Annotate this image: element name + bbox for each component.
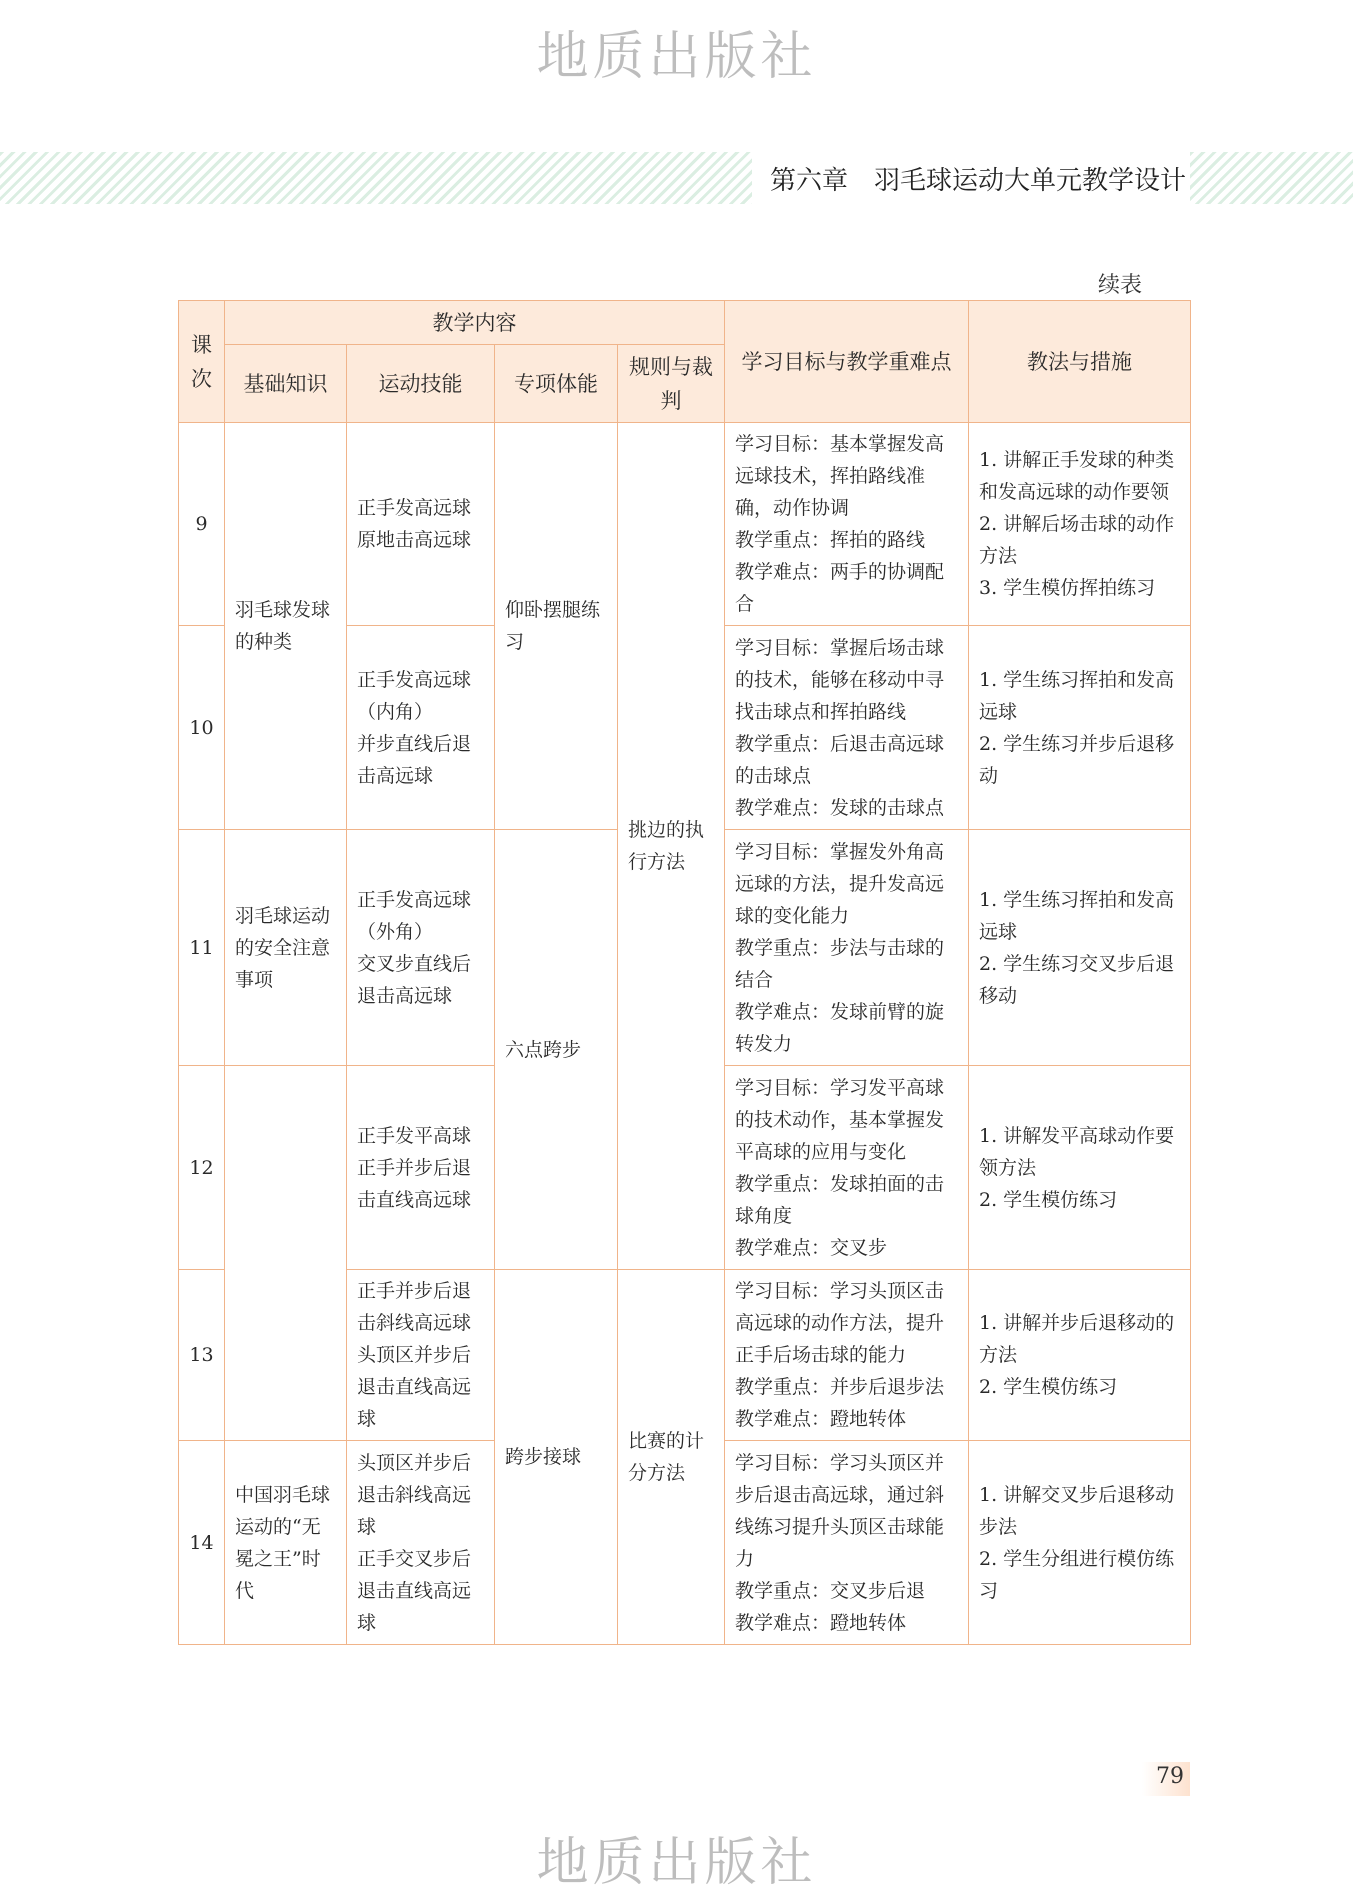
- table-row: [179, 423, 1191, 626]
- sport-skill-cell: 正手并步后退击斜线高远球 头顶区并步后退击直线高远球: [347, 1270, 495, 1441]
- header-basic-knowledge: 基础知识: [225, 345, 347, 423]
- goals-cell: 学习目标：基本掌握发高远球技术，挥拍路线准确，动作协调 教学重点：挥拍的路线 教学难点：两手的协调配合: [725, 423, 969, 626]
- sport-skill-cell: 正手发平高球 正手并步后退击直线高远球: [347, 1066, 495, 1270]
- methods-cell: 1. 讲解交叉步后退移动步法 2. 学生分组进行模仿练习: [969, 1441, 1191, 1645]
- chapter-number: 第六章: [770, 166, 849, 196]
- page-number: 79: [1156, 1764, 1184, 1789]
- goals-cell: 学习目标：掌握发外角高远球的方法，提升发高远球的变化能力 教学重点：步法与击球的结合 教学难点：发球前臂的旋转发力: [725, 830, 969, 1066]
- header-goals: 学习目标与教学重难点: [725, 301, 969, 423]
- goals-cell: 学习目标：掌握后场击球的技术，能够在移动中寻找击球点和挥拍路线 教学重点：后退击高远球的击球点 教学难点：发球的击球点: [725, 626, 969, 830]
- lesson-number: 10: [179, 626, 225, 830]
- methods-cell: 1. 学生练习挥拍和发高远球 2. 学生练习交叉步后退移动: [969, 830, 1191, 1066]
- goals-cell: 学习目标：学习头顶区并步后退击高远球，通过斜线练习提升头顶区击球能力 教学重点：交叉步后退 教学难点：蹬地转体: [725, 1441, 969, 1645]
- rules-cell: 挑边的执行方法: [618, 423, 725, 1270]
- header-rules-refereeing: 规则与裁判: [618, 345, 725, 423]
- chapter-heading: [770, 160, 1186, 197]
- lesson-number: 11: [179, 830, 225, 1066]
- basic-knowledge-cell: 羽毛球发球的种类: [225, 423, 347, 830]
- special-fitness-cell: 六点跨步: [495, 830, 618, 1270]
- header-content-group: 教学内容: [225, 301, 725, 345]
- lesson-number: 14: [179, 1441, 225, 1645]
- basic-knowledge-cell-empty: [225, 1066, 347, 1441]
- sport-skill-cell: 正手发高远球（外角） 交叉步直线后退击高远球: [347, 830, 495, 1066]
- lesson-number: 9: [179, 423, 225, 626]
- methods-cell: 1. 学生练习挥拍和发高远球 2. 学生练习并步后退移动: [969, 626, 1191, 830]
- basic-knowledge-cell: 中国羽毛球运动的“无冕之王”时代: [225, 1441, 347, 1645]
- special-fitness-cell: 跨步接球: [495, 1270, 618, 1645]
- goals-cell: 学习目标：学习头顶区击高远球的动作方法，提升正手后场击球的能力 教学重点：并步后退步法 教学难点：蹬地转体: [725, 1270, 969, 1441]
- sport-skill-cell: 正手发高远球（内角） 并步直线后退击高远球: [347, 626, 495, 830]
- chapter-title: 羽毛球运动大单元教学设计: [874, 166, 1187, 196]
- basic-knowledge-cell: 羽毛球运动的安全注意事项: [225, 830, 347, 1066]
- methods-cell: 1. 讲解并步后退移动的方法 2. 学生模仿练习: [969, 1270, 1191, 1441]
- lesson-number: 12: [179, 1066, 225, 1270]
- methods-cell: 1. 讲解正手发球的种类和发高远球的动作要领 2. 讲解后场击球的动作方法 3. 学生模仿挥拍练习: [969, 423, 1191, 626]
- sport-skill-cell: 头顶区并步后退击斜线高远球 正手交叉步后退击直线高远球: [347, 1441, 495, 1645]
- header-sport-skill: 运动技能: [347, 345, 495, 423]
- rules-cell: 比赛的计分方法: [618, 1270, 725, 1645]
- goals-cell: 学习目标：学习发平高球的技术动作，基本掌握发平高球的应用与变化 教学重点：发球拍面的击球角度 教学难点：交叉步: [725, 1066, 969, 1270]
- sport-skill-cell: 正手发高远球 原地击高远球: [347, 423, 495, 626]
- lesson-number: 13: [179, 1270, 225, 1441]
- continued-label: 续表: [1098, 273, 1143, 298]
- special-fitness-cell: 仰卧摆腿练习: [495, 423, 618, 830]
- watermark-bottom: 地质出版社: [536, 1833, 817, 1893]
- header-special-fitness: 专项体能: [495, 345, 618, 423]
- header-methods: 教法与措施: [969, 301, 1191, 423]
- header-stripe-right: [1190, 152, 1353, 204]
- methods-cell: 1. 讲解发平高球动作要领方法 2. 学生模仿练习: [969, 1066, 1191, 1270]
- header-lesson: 课次: [179, 301, 225, 423]
- watermark-top: 地质出版社: [536, 27, 817, 87]
- header-stripe-left: [0, 152, 752, 204]
- lesson-plan-table: [178, 300, 1191, 1645]
